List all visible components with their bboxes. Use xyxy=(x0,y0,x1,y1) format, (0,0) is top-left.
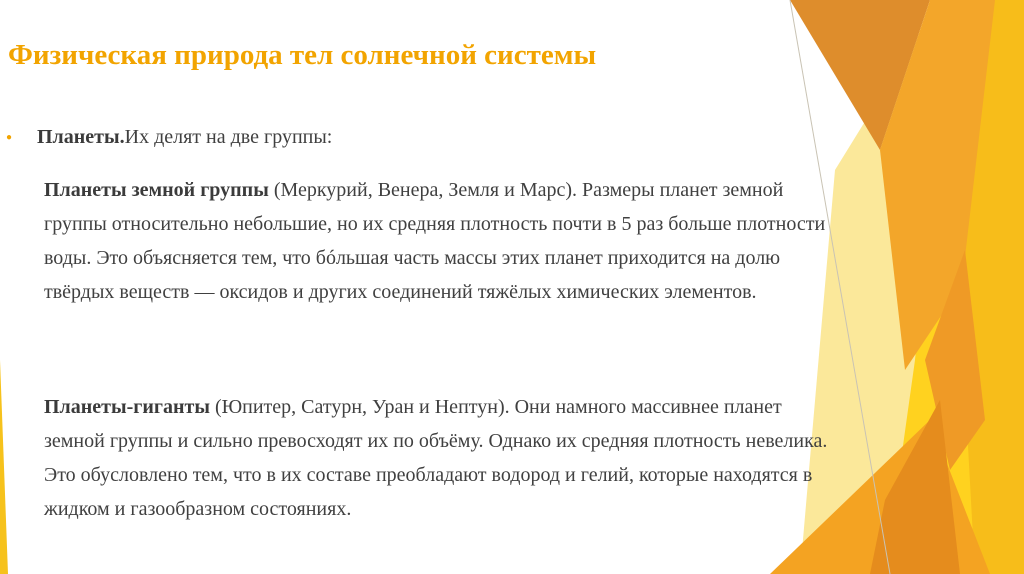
slide-title: Физическая природа тел солнечной системы xyxy=(8,39,597,71)
paragraph-lead-giants: Планеты-гиганты xyxy=(44,396,210,418)
paragraph-text-giants: (Юпитер, Сатурн, Уран и Нептун). Они намного массивнее планет земной группы и сильно превосходят их по объёму. Однако их средняя плотность невелика. Это обусловлено тем, что в их составе преобладают водород и гелий, которые находятся в жидком и газообразном состояниях. xyxy=(44,396,828,520)
paragraph-text-terrestrial: (Меркурий, Венера, Земля и Марс). Размеры планет земной группы относительно небольшие, но их средняя плотность почти в 5 раз больше плотности воды. Это объясняется тем, что бóльшая часть массы этих планет приходится на долю твёрдых веществ — оксидов и других соединений тяжёлых химических элементов. xyxy=(44,179,826,303)
decor-left-sliver xyxy=(0,360,8,574)
bullet-text: Их делят на две группы: xyxy=(124,126,333,148)
bullet-dot-icon: ● xyxy=(6,132,13,143)
paragraph-terrestrial-planets xyxy=(44,173,834,309)
bullet-lead: Планеты. xyxy=(37,126,125,148)
paragraph-lead-terrestrial: Планеты земной группы xyxy=(44,179,269,201)
bullet-planets xyxy=(6,124,332,154)
paragraph-giant-planets xyxy=(44,390,834,526)
